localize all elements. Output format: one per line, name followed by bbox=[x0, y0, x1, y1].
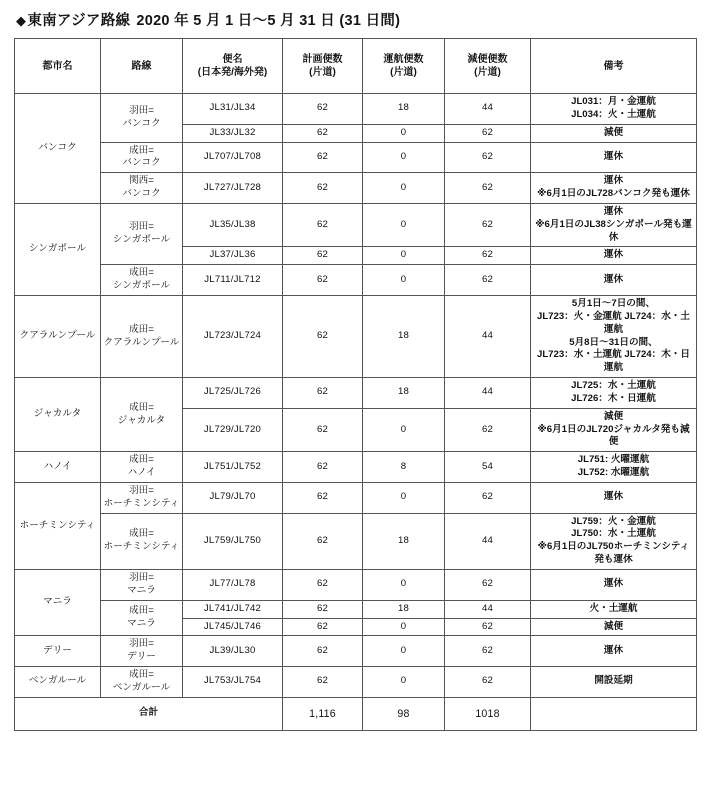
cell-route: 成田= ベンガルール bbox=[101, 667, 183, 698]
cell-reduced-count: 62 bbox=[445, 265, 531, 296]
cell-remarks: 運休 bbox=[531, 570, 697, 601]
cell-flight-number: JL751/JL752 bbox=[183, 452, 283, 483]
cell-operated-count: 0 bbox=[363, 636, 445, 667]
cell-flight-number: JL711/JL712 bbox=[183, 265, 283, 296]
cell-route: 成田= ホーチミンシティ bbox=[101, 513, 183, 569]
cell-remarks: 減便 ※6月1日のJL720ジャカルタ発も減便 bbox=[531, 408, 697, 452]
cell-remarks: 運休 bbox=[531, 265, 697, 296]
cell-flight-number: JL31/JL34 bbox=[183, 94, 283, 125]
period-label: 2020 年 5 月 1 日〜5 月 31 日 (31 日間) bbox=[136, 13, 401, 29]
cell-operated-count: 0 bbox=[363, 408, 445, 452]
cell-remarks: 運休 bbox=[531, 142, 697, 173]
cell-remarks: JL751: 火曜運航 JL752: 水曜運航 bbox=[531, 452, 697, 483]
cell-city: シンガポール bbox=[15, 203, 101, 295]
cell-route: 成田= ジャカルタ bbox=[101, 378, 183, 452]
table-row bbox=[15, 482, 697, 513]
cell-operated-count: 0 bbox=[363, 618, 445, 636]
cell-planned-count: 62 bbox=[283, 667, 363, 698]
route-schedule-table bbox=[14, 38, 697, 731]
cell-planned-count: 62 bbox=[283, 482, 363, 513]
cell-operated-count: 0 bbox=[363, 142, 445, 173]
table-row bbox=[15, 667, 697, 698]
column-header-planned bbox=[283, 39, 363, 94]
cell-operated-count: 0 bbox=[363, 570, 445, 601]
cell-route: 羽田= ホーチミンシティ bbox=[101, 482, 183, 513]
cell-planned-count: 62 bbox=[283, 203, 363, 247]
cell-remarks: 運休 bbox=[531, 636, 697, 667]
cell-flight-number: JL729/JL720 bbox=[183, 408, 283, 452]
column-header-reduced bbox=[445, 39, 531, 94]
cell-flight-number: JL79/JL70 bbox=[183, 482, 283, 513]
cell-reduced-count: 44 bbox=[445, 378, 531, 409]
cell-planned-count: 62 bbox=[283, 247, 363, 265]
column-header-remarks bbox=[531, 39, 697, 94]
diamond-icon: ◆ bbox=[16, 13, 27, 28]
cell-operated-count: 0 bbox=[363, 667, 445, 698]
cell-reduced-count: 62 bbox=[445, 203, 531, 247]
cell-planned-count: 62 bbox=[283, 408, 363, 452]
cell-route: 羽田= シンガポール bbox=[101, 203, 183, 264]
page-title bbox=[16, 9, 696, 30]
cell-flight-number: JL727/JL728 bbox=[183, 173, 283, 204]
cell-operated-count: 18 bbox=[363, 295, 445, 377]
table-row bbox=[15, 513, 697, 569]
cell-flight-number: JL753/JL754 bbox=[183, 667, 283, 698]
table-row bbox=[15, 636, 697, 667]
cell-operated-count: 0 bbox=[363, 247, 445, 265]
cell-route: 羽田= マニラ bbox=[101, 570, 183, 601]
column-header-operated-label: 運航便数 bbox=[383, 54, 424, 65]
cell-operated-count: 0 bbox=[363, 265, 445, 296]
cell-operated-count: 0 bbox=[363, 173, 445, 204]
cell-remarks: JL031：月・金運航 JL034：火・土運航 bbox=[531, 94, 697, 125]
cell-flight-number: JL723/JL724 bbox=[183, 295, 283, 377]
cell-flight-number: JL33/JL32 bbox=[183, 124, 283, 142]
cell-remarks: 運休 bbox=[531, 482, 697, 513]
cell-total-reduced: 1018 bbox=[445, 697, 531, 730]
cell-remarks: 運休 ※6月1日のJL728バンコク発も運休 bbox=[531, 173, 697, 204]
cell-route: 成田= シンガポール bbox=[101, 265, 183, 296]
cell-flight-number: JL745/JL746 bbox=[183, 618, 283, 636]
table-row bbox=[15, 295, 697, 377]
cell-reduced-count: 44 bbox=[445, 295, 531, 377]
cell-reduced-count: 62 bbox=[445, 618, 531, 636]
route-group-name: 東南アジア路線 bbox=[27, 13, 131, 29]
table-row bbox=[15, 600, 697, 618]
table-row bbox=[15, 203, 697, 247]
cell-reduced-count: 62 bbox=[445, 173, 531, 204]
cell-flight-number: JL725/JL726 bbox=[183, 378, 283, 409]
cell-reduced-count: 62 bbox=[445, 408, 531, 452]
cell-planned-count: 62 bbox=[283, 513, 363, 569]
column-header-planned-label: 計画便数 bbox=[302, 54, 343, 65]
column-header-operated bbox=[363, 39, 445, 94]
table-row bbox=[15, 452, 697, 483]
cell-total-label: 合計 bbox=[15, 697, 283, 730]
table-row bbox=[15, 265, 697, 296]
cell-flight-number: JL741/JL742 bbox=[183, 600, 283, 618]
cell-planned-count: 62 bbox=[283, 570, 363, 601]
cell-planned-count: 62 bbox=[283, 618, 363, 636]
cell-planned-count: 62 bbox=[283, 94, 363, 125]
cell-flight-number: JL707/JL708 bbox=[183, 142, 283, 173]
table-row bbox=[15, 142, 697, 173]
table-body bbox=[15, 94, 697, 731]
cell-route: 成田= クアラルンプール bbox=[101, 295, 183, 377]
column-header-route-label: 路線 bbox=[131, 60, 152, 72]
column-header-reduced-sub: (片道) bbox=[474, 67, 501, 78]
table-row bbox=[15, 570, 697, 601]
cell-city: ホーチミンシティ bbox=[15, 482, 101, 569]
cell-planned-count: 62 bbox=[283, 636, 363, 667]
cell-reduced-count: 44 bbox=[445, 513, 531, 569]
cell-planned-count: 62 bbox=[283, 265, 363, 296]
cell-operated-count: 18 bbox=[363, 600, 445, 618]
cell-city: ハノイ bbox=[15, 452, 101, 483]
header-row bbox=[15, 39, 697, 94]
cell-remarks: 運休 bbox=[531, 247, 697, 265]
cell-remarks: 減便 bbox=[531, 618, 697, 636]
cell-planned-count: 62 bbox=[283, 378, 363, 409]
cell-flight-number: JL39/JL30 bbox=[183, 636, 283, 667]
cell-planned-count: 62 bbox=[283, 452, 363, 483]
cell-planned-count: 62 bbox=[283, 173, 363, 204]
cell-reduced-count: 54 bbox=[445, 452, 531, 483]
cell-operated-count: 18 bbox=[363, 94, 445, 125]
cell-operated-count: 0 bbox=[363, 482, 445, 513]
cell-planned-count: 62 bbox=[283, 124, 363, 142]
cell-reduced-count: 62 bbox=[445, 142, 531, 173]
cell-reduced-count: 62 bbox=[445, 247, 531, 265]
column-header-reduced-label: 減便便数 bbox=[467, 54, 508, 65]
cell-total-remarks bbox=[531, 697, 697, 730]
cell-planned-count: 62 bbox=[283, 600, 363, 618]
cell-total-planned: 1,116 bbox=[283, 697, 363, 730]
cell-reduced-count: 62 bbox=[445, 570, 531, 601]
cell-city: バンコク bbox=[15, 94, 101, 204]
cell-route: 羽田= バンコク bbox=[101, 94, 183, 143]
cell-reduced-count: 62 bbox=[445, 482, 531, 513]
cell-operated-count: 8 bbox=[363, 452, 445, 483]
column-header-flight-number-sub: (日本発/海外発) bbox=[197, 67, 268, 78]
cell-city: ベンガルール bbox=[15, 667, 101, 698]
column-header-city bbox=[15, 39, 101, 94]
table-header bbox=[15, 39, 697, 94]
cell-reduced-count: 62 bbox=[445, 124, 531, 142]
cell-city: ジャカルタ bbox=[15, 378, 101, 452]
column-header-flight-number-label: 便名 bbox=[222, 54, 243, 65]
cell-flight-number: JL759/JL750 bbox=[183, 513, 283, 569]
cell-operated-count: 0 bbox=[363, 124, 445, 142]
table-row bbox=[15, 173, 697, 204]
cell-route: 成田= バンコク bbox=[101, 142, 183, 173]
cell-flight-number: JL37/JL36 bbox=[183, 247, 283, 265]
cell-total-operated: 98 bbox=[363, 697, 445, 730]
column-header-planned-sub: (片道) bbox=[309, 67, 336, 78]
cell-reduced-count: 44 bbox=[445, 94, 531, 125]
cell-flight-number: JL35/JL38 bbox=[183, 203, 283, 247]
column-header-operated-sub: (片道) bbox=[390, 67, 417, 78]
column-header-route bbox=[101, 39, 183, 94]
cell-reduced-count: 62 bbox=[445, 636, 531, 667]
cell-reduced-count: 62 bbox=[445, 667, 531, 698]
cell-remarks: 5月1日〜7日の間、 JL723：火・金運航 JL724：水・土運航 5月8日〜31日の間、 JL723：水・土運航 JL724：木・日運航 bbox=[531, 295, 697, 377]
cell-planned-count: 62 bbox=[283, 142, 363, 173]
cell-city: クアラルンプール bbox=[15, 295, 101, 377]
cell-remarks: 減便 bbox=[531, 124, 697, 142]
cell-reduced-count: 44 bbox=[445, 600, 531, 618]
column-header-flight-number bbox=[183, 39, 283, 94]
cell-route: 羽田= デリー bbox=[101, 636, 183, 667]
cell-remarks: 火・土運航 bbox=[531, 600, 697, 618]
total-row bbox=[15, 697, 697, 730]
cell-remarks: JL759：火・金運航 JL750：水・土運航 ※6月1日のJL750ホーチミンシティ発も運休 bbox=[531, 513, 697, 569]
cell-remarks: 開設延期 bbox=[531, 667, 697, 698]
cell-operated-count: 18 bbox=[363, 513, 445, 569]
cell-remarks: 運休 ※6月1日のJL38シンガポール発も運休 bbox=[531, 203, 697, 247]
cell-operated-count: 0 bbox=[363, 203, 445, 247]
cell-city: マニラ bbox=[15, 570, 101, 636]
cell-route: 成田= マニラ bbox=[101, 600, 183, 636]
column-header-remarks-label: 備考 bbox=[603, 60, 624, 72]
cell-route: 成田= ハノイ bbox=[101, 452, 183, 483]
column-header-city-label: 都市名 bbox=[42, 60, 73, 72]
cell-operated-count: 18 bbox=[363, 378, 445, 409]
cell-city: デリー bbox=[15, 636, 101, 667]
cell-planned-count: 62 bbox=[283, 295, 363, 377]
cell-route: 関西= バンコク bbox=[101, 173, 183, 204]
table-row bbox=[15, 94, 697, 125]
cell-flight-number: JL77/JL78 bbox=[183, 570, 283, 601]
table-row bbox=[15, 378, 697, 409]
cell-remarks: JL725：水・土運航 JL726：木・日運航 bbox=[531, 378, 697, 409]
